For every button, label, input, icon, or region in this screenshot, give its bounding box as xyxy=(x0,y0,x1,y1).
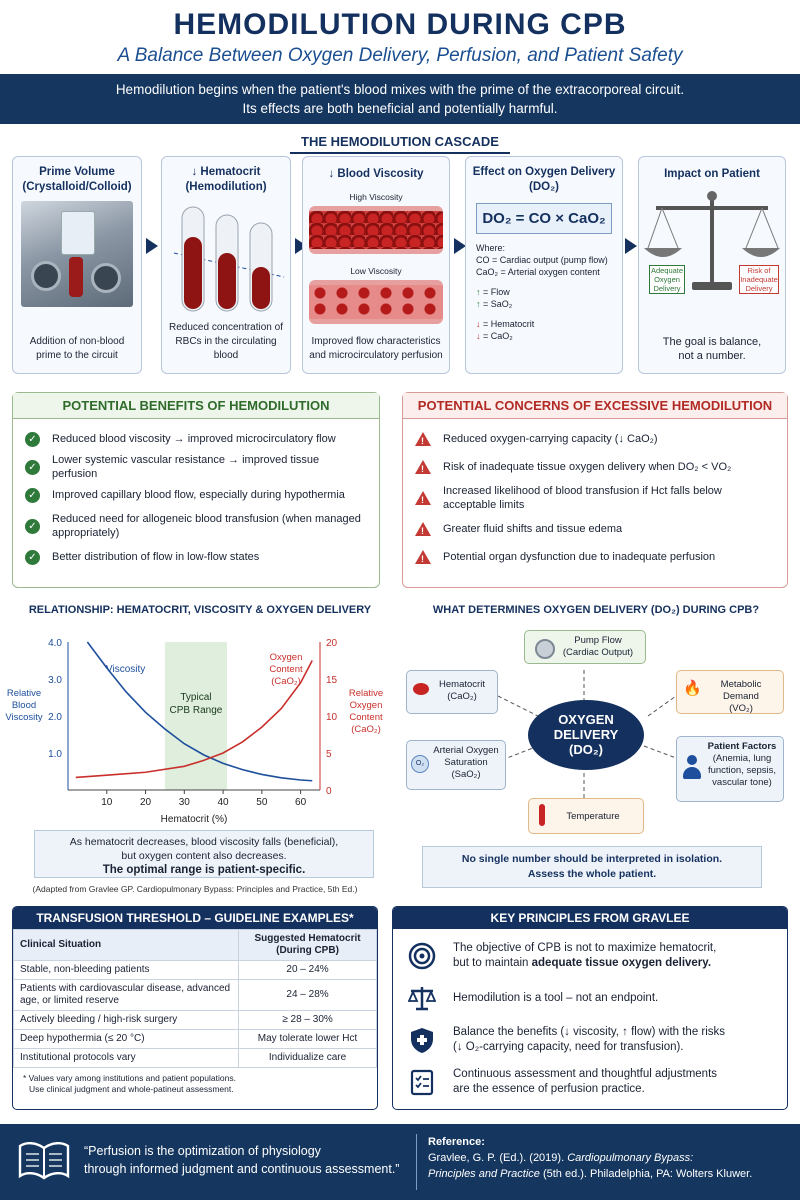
patient-factors-sub-1: (Anemia, lung xyxy=(712,753,772,764)
y-left-tick-label: 2.0 xyxy=(48,712,62,723)
concern-text: Greater fluid shifts and tissue edema xyxy=(443,523,623,535)
oxygen-series-label-3: (CaO₂) xyxy=(271,676,301,687)
determinants-note-1: No single number should be interpreted in isolation. xyxy=(461,853,723,865)
concerns-title: POTENTIAL CONCERNS OF EXCESSIVE HEMODILUTION xyxy=(403,393,787,419)
card-prime-volume xyxy=(12,156,142,374)
footnote-line-2: Use clinical judgment and whole-patineut assessment. xyxy=(29,1084,234,1094)
footer-quote xyxy=(84,1142,414,1178)
y-left-axis-label: Blood xyxy=(11,700,37,711)
y-left-axis-label: Viscosity xyxy=(5,712,43,723)
cascade-title: THE HEMODILUTION CASCADE xyxy=(301,134,499,149)
principle-1-line-2: but to maintain xyxy=(453,957,532,969)
scale-icon xyxy=(407,983,437,1013)
principle-item xyxy=(407,1025,773,1055)
warning-icon: ! xyxy=(415,491,431,505)
shield-icon xyxy=(407,1025,437,1055)
pump-flow-node xyxy=(524,630,646,664)
table-cell: Individualize care xyxy=(239,1049,377,1068)
principle-2: Hemodilution is a tool – not an endpoint. xyxy=(453,991,659,1004)
down-arrow-icon: ↓ xyxy=(476,319,484,329)
x-tick-label: 30 xyxy=(178,797,190,808)
o2-icon: O₂ xyxy=(411,755,429,773)
up-arrow-icon: ↑ xyxy=(476,287,484,297)
down-hct-label: = Hematocrit xyxy=(483,319,535,329)
principle-item xyxy=(407,983,773,1013)
table-row xyxy=(14,961,377,980)
card-viscosity-caption-1: Improved flow characteristics xyxy=(311,336,441,347)
relationship-title: RELATIONSHIP: HEMATOCRIT, VISCOSITY & OXYGEN DELIVERY xyxy=(28,604,372,616)
warning-icon: ! xyxy=(415,550,431,564)
determinants-title: WHAT DETERMINES OXYGEN DELIVERY (DO₂) DURING CPB? xyxy=(432,604,760,616)
benefits-list xyxy=(13,419,379,577)
card-hct-title: ↓ Hematocrit xyxy=(191,166,261,178)
y-left-axis-label: Relative xyxy=(6,688,42,699)
x-tick-label: 10 xyxy=(101,797,113,808)
list-item xyxy=(415,481,775,515)
formula-cao2-def: CaO₂ = Arterial oxygen content xyxy=(476,267,600,277)
low-viscosity-label: Low Viscosity xyxy=(350,266,402,276)
check-icon: ✓ xyxy=(25,432,40,447)
determinants-note xyxy=(422,846,762,888)
target-icon xyxy=(407,941,437,971)
card-viscosity xyxy=(302,156,450,374)
table-header-row xyxy=(14,930,377,961)
person-icon xyxy=(683,755,701,781)
cascade-arrow-4 xyxy=(625,238,637,254)
down-cao2-label: = CaO₂ xyxy=(483,331,513,341)
metabolic-demand-node xyxy=(676,670,784,714)
table-row xyxy=(14,1049,377,1068)
y-left-tick-label: 3.0 xyxy=(48,675,62,686)
list-item xyxy=(415,543,775,571)
determinants-diagram xyxy=(398,620,792,902)
x-tick-label: 40 xyxy=(217,797,229,808)
transfusion-table xyxy=(13,929,377,1068)
principle-3-line-1: Balance the benefits (↓ viscosity, ↑ flow) with the risks xyxy=(453,1026,726,1038)
checklist-icon xyxy=(407,1067,437,1097)
transfusion-footnote xyxy=(13,1068,377,1100)
benefit-text: Reduced blood viscosity → improved microcirculatory flow xyxy=(52,433,336,445)
card-impact-caption-2: not a number. xyxy=(678,350,746,362)
down-arrow-icon: ↓ xyxy=(476,331,484,341)
list-item xyxy=(415,425,775,453)
saturation-label: Arterial Oxygen xyxy=(433,745,499,756)
concern-text: Potential organ dysfunction due to inadequate perfusion xyxy=(443,551,716,563)
footer xyxy=(0,1124,800,1200)
y-left-tick-label: 4.0 xyxy=(48,638,62,649)
formula-where: Where: xyxy=(476,243,506,253)
y-right-tick-label: 20 xyxy=(326,638,338,649)
table-cell: Stable, non-bleeding patients xyxy=(14,961,239,980)
principles-panel xyxy=(392,906,788,1110)
table-cell: Patients with cardiovascular disease, advanced age, or limited reserve xyxy=(14,980,239,1011)
thermometer-icon xyxy=(539,804,545,826)
temperature-label: Temperature xyxy=(566,811,620,822)
list-item xyxy=(25,425,367,453)
reference-title-1: Cardiopulmonary Bypass: xyxy=(567,1152,694,1164)
quote-line-1: “Perfusion is the optimization of physiology xyxy=(84,1144,321,1158)
table-row xyxy=(14,1011,377,1030)
check-icon: ✓ xyxy=(25,460,40,475)
card-do2-subtitle: (DO₂) xyxy=(528,181,560,193)
reference-label: Reference: xyxy=(428,1136,485,1148)
card-hct-subtitle: (Hemodilution) xyxy=(185,181,267,193)
book-icon xyxy=(18,1140,70,1180)
y-left-tick-label: 1.0 xyxy=(48,749,62,760)
card-viscosity-title: ↓ Blood Viscosity xyxy=(328,168,424,180)
intro-line-1: Hemodilution begins when the patient's blood mixes with the prime of the extracorporeal circuit. xyxy=(115,82,685,97)
hematocrit-node xyxy=(406,670,498,714)
card-do2-title: Effect on Oxygen Delivery xyxy=(472,166,616,178)
cascade-title-rule xyxy=(290,152,510,154)
up-flow-label: = Flow xyxy=(483,287,510,297)
x-axis-label: Hematocrit (%) xyxy=(160,814,228,825)
hematocrit-label: Hematocrit xyxy=(439,679,485,690)
y-right-tick-label: 15 xyxy=(326,675,338,686)
column-header-line-2: (During CPB) xyxy=(276,945,339,956)
patient-factors-node xyxy=(676,736,784,802)
card-oxygen-delivery xyxy=(465,156,623,374)
cpb-range-label-1: Typical xyxy=(180,692,212,703)
page-title: HEMODILUTION DURING CPB xyxy=(173,8,627,41)
principle-4-line-2: are the essence of perfusion practice. xyxy=(453,1083,645,1095)
oxygen-series-label-1: Oxygen xyxy=(269,652,303,663)
table-cell: 24 – 28% xyxy=(239,980,377,1011)
transfusion-title: TRANSFUSION THRESHOLD – GUIDELINE EXAMPLES* xyxy=(13,907,377,929)
y-right-axis-label: Oxygen xyxy=(349,700,383,711)
saturation-node xyxy=(406,740,506,790)
y-right-tick-label: 10 xyxy=(326,712,338,723)
list-item xyxy=(25,481,367,509)
hct-viscosity-chart xyxy=(0,624,390,828)
oxygen-delivery-center xyxy=(528,700,644,770)
table-cell: Deep hypothermia (≤ 20 °C) xyxy=(14,1030,239,1049)
list-item xyxy=(415,515,775,543)
principles-title: KEY PRINCIPLES FROM GRAVLEE xyxy=(393,907,787,929)
concern-text: Risk of inadequate tissue oxygen delivery when DO₂ < VO₂ xyxy=(443,461,732,473)
rbc-icon xyxy=(413,683,429,695)
x-tick-label: 50 xyxy=(256,797,268,808)
intro-banner xyxy=(0,74,800,124)
column-header: Clinical Situation xyxy=(14,930,239,961)
saturation-sub: (SaO₂) xyxy=(451,769,481,780)
up-arrow-icon: ↑ xyxy=(476,299,484,309)
cascade-arrow-1 xyxy=(146,238,158,254)
card-prime-subtitle: (Crystalloid/Colloid) xyxy=(22,181,132,193)
reference-title-2: Principles and Practice xyxy=(428,1168,540,1180)
metabolic-sub: (VO₂) xyxy=(729,703,753,714)
table-row xyxy=(14,1030,377,1049)
scale-right-label: Risk of Inadequate Delivery xyxy=(740,266,778,293)
test-tubes-icon xyxy=(166,197,286,317)
principle-item xyxy=(407,941,773,971)
pump-flow-sub: (Cardiac Output) xyxy=(562,647,634,658)
concerns-list xyxy=(403,419,787,577)
benefits-panel xyxy=(12,392,380,588)
chart-note-2: but oxygen content also decreases. xyxy=(121,850,287,862)
footnote-line-1: * Values vary among institutions and patient populations. xyxy=(23,1073,236,1083)
check-icon: ✓ xyxy=(25,519,40,534)
card-hct-caption-1: Reduced concentration of xyxy=(169,322,283,333)
up-sao2-label: = SaO₂ xyxy=(483,299,513,309)
card-hct-caption-2: RBCs in the circulating blood xyxy=(175,336,277,361)
transfusion-panel xyxy=(12,906,378,1110)
high-viscosity-vessel xyxy=(309,206,443,254)
page-header xyxy=(0,0,800,74)
page-subtitle: A Balance Between Oxygen Delivery, Perfusion, and Patient Safety xyxy=(117,45,683,66)
patient-factors-sub-2: function, sepsis, xyxy=(707,765,777,776)
low-viscosity-vessel xyxy=(309,280,443,324)
benefit-text: Better distribution of flow in low-flow states xyxy=(52,551,260,563)
chart-note-box xyxy=(34,830,374,878)
reference-authors: Gravlee, G. P. (Ed.). (2019). xyxy=(428,1152,568,1164)
card-prime-title: Prime Volume xyxy=(39,166,115,178)
principle-4-line-1: Continuous assessment and thoughtful adjustments xyxy=(453,1068,718,1080)
temperature-node xyxy=(528,798,644,834)
benefit-text: Improved capillary blood flow, especially during hypothermia xyxy=(52,489,345,501)
quote-line-2: through informed judgment and continuous assessment.” xyxy=(84,1162,400,1176)
y-right-tick-label: 0 xyxy=(326,786,332,797)
card-prime-caption-2: prime to the circuit xyxy=(36,350,118,361)
card-prime-caption-1: Addition of non-blood xyxy=(29,336,125,347)
check-icon: ✓ xyxy=(25,488,40,503)
principle-item xyxy=(407,1067,773,1097)
y-right-axis-label: Content xyxy=(349,712,383,723)
scale-left-label: Adequate Oxygen Delivery xyxy=(650,266,684,293)
y-right-tick-label: 5 xyxy=(326,749,332,760)
table-cell: ≥ 28 – 30% xyxy=(239,1011,377,1030)
flame-icon: 🔥 xyxy=(683,680,702,697)
center-line-1: OXYGEN xyxy=(558,712,614,727)
principle-1-emphasis: adequate tissue oxygen delivery. xyxy=(531,957,712,969)
warning-icon: ! xyxy=(415,460,431,474)
warning-icon: ! xyxy=(415,432,431,446)
column-header-line-1: Suggested Hematocrit xyxy=(254,933,361,944)
metabolic-label: Metabolic Demand xyxy=(720,679,762,702)
concern-text: Reduced oxygen-carrying capacity (↓ CaO₂) xyxy=(443,433,658,445)
pump-icon xyxy=(535,639,555,659)
list-item xyxy=(415,453,775,481)
chart-source: (Adapted from Gravlee GP. Cardiopulmonary Bypass: Principles and Practice, 5th Ed.) xyxy=(32,884,358,894)
patient-factors-sub-3: vascular tone) xyxy=(712,777,772,788)
footer-divider xyxy=(416,1134,417,1190)
intro-line-2: Its effects are both beneficial and potentially harmful. xyxy=(242,101,558,116)
card-hematocrit xyxy=(161,156,291,374)
table-row xyxy=(14,980,377,1011)
column-header xyxy=(239,930,377,961)
oxygen-series-label-2: Content xyxy=(269,664,303,675)
high-viscosity-label: High Viscosity xyxy=(349,192,403,202)
list-item xyxy=(25,453,367,481)
concerns-panel xyxy=(402,392,788,588)
card-viscosity-caption-2: and microcirculatory perfusion xyxy=(309,350,443,361)
y-right-axis-label: (CaO₂) xyxy=(351,724,381,735)
patient-factors-label: Patient Factors xyxy=(707,741,777,752)
x-tick-label: 60 xyxy=(295,797,307,808)
table-cell: May tolerate lower Hct xyxy=(239,1030,377,1049)
card-impact-title: Impact on Patient xyxy=(664,168,760,180)
hematocrit-sub: (CaO₂) xyxy=(447,691,477,702)
benefit-text: Lower systemic vascular resistance → improved tissue perfusion xyxy=(52,454,320,480)
center-line-2: DELIVERY xyxy=(553,727,619,742)
principle-1-line-1: The objective of CPB is not to maximize hematocrit, xyxy=(453,942,717,954)
determinants-note-2: Assess the whole patient. xyxy=(527,868,657,880)
center-line-3: (DO₂) xyxy=(569,742,603,757)
cpb-range-label-2: CPB Range xyxy=(169,705,223,716)
list-item xyxy=(25,543,367,571)
table-cell: 20 – 24% xyxy=(239,961,377,980)
benefits-title: POTENTIAL BENEFITS OF HEMODILUTION xyxy=(13,393,379,419)
saturation-label-2: Saturation xyxy=(444,757,488,768)
chart-note-1: As hematocrit decreases, blood viscosity falls (beneficial), xyxy=(69,836,339,848)
table-cell: Institutional protocols vary xyxy=(14,1049,239,1068)
warning-icon: ! xyxy=(415,522,431,536)
reference-publisher: (5th ed.). Philadelphia, PA: Wolters Kluwer. xyxy=(539,1168,753,1180)
table-cell: Actively bleeding / high-risk surgery xyxy=(14,1011,239,1030)
y-right-axis-label: Relative xyxy=(348,688,384,699)
concern-text: Increased likelihood of blood transfusion if Hct falls below acceptable limits xyxy=(443,485,722,511)
formula-co-def: CO = Cardiac output (pump flow) xyxy=(476,255,608,265)
footer-reference xyxy=(428,1134,794,1182)
x-tick-label: 20 xyxy=(139,797,152,808)
do2-formula: DO₂ = CO × CaO₂ xyxy=(476,203,612,234)
viscosity-series-label: Viscosity xyxy=(106,664,146,675)
chart-note-3: The optimal range is patient-specific. xyxy=(102,864,306,876)
cpb-machine-image xyxy=(21,201,133,307)
pump-flow-label: Pump Flow xyxy=(574,635,622,646)
list-item xyxy=(25,509,367,543)
principle-3-line-2: (↓ O₂-carrying capacity, need for transfusion). xyxy=(453,1041,684,1053)
card-impact xyxy=(638,156,786,374)
check-icon: ✓ xyxy=(25,550,40,565)
card-impact-caption-1: The goal is balance, xyxy=(662,336,762,348)
benefit-text: Reduced need for allogeneic blood transfusion (when managed appropriately) xyxy=(52,513,361,539)
